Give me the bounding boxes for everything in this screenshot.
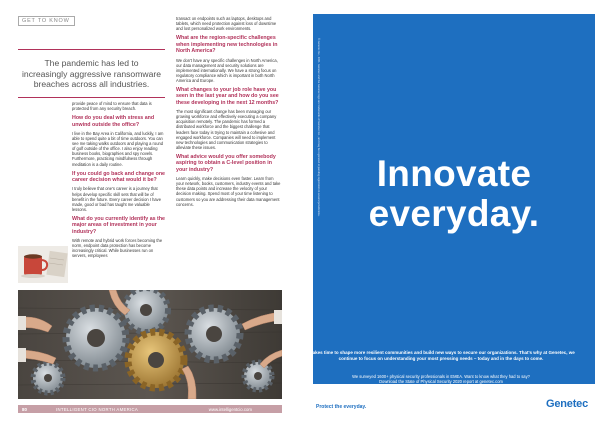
interview-answer: provide peace of mind to ensure that data is protected from any security breach. — [72, 101, 152, 112]
coffee-mug-illustration — [18, 246, 68, 283]
gear-top-center — [124, 290, 168, 332]
pullquote-bottom-rule — [18, 97, 165, 98]
advert-survey-copy — [306, 374, 576, 384]
interview-question: How do you deal with stress and unwind outside the office? — [72, 115, 155, 128]
pullquote — [18, 49, 165, 98]
page-number: 80 — [22, 406, 27, 412]
gear-small-far-right — [244, 362, 272, 390]
interview-question: What changes to your job role have you seen in the last year and how do you see these developing in the next 12 months? — [176, 86, 279, 106]
section-tag: GET TO KNOW — [18, 16, 75, 26]
survey-line-1: We surveyed 1600+ physical security professionals in EMEA. Want to know what they had to say? — [352, 374, 530, 379]
interview-answer: The most significant change has been managing our growing workforce and effectively executing a company acquisition remotely. The pandemic has formed a distributed workforce and the biggest challenge that leaders face today is trying to maintain a cohesive and engaged workforce. Companies will need to implement new technologies and communication strategies to alleviate these issues. — [176, 109, 277, 150]
article-column-right — [176, 16, 281, 211]
gear-right — [188, 308, 240, 360]
left-page-footer — [18, 405, 282, 413]
magazine-url: www.intelligentcio.com — [208, 406, 252, 412]
advert-body-copy: It takes time to shape more resilient communities and build new ways to secure our organizations. That's why at Genetec, we continue to focus on understanding your most pressing needs – today and in the days to come. — [307, 350, 575, 361]
headline-line-2: everyday. — [368, 193, 540, 234]
gear-small-left — [33, 363, 63, 393]
gear-large-left — [66, 308, 126, 368]
headline-line-1: Innovate — [376, 153, 532, 194]
genetec-logo: Genetec — [545, 398, 588, 410]
coffee-mug-photo — [18, 246, 68, 283]
advert-tagline: Protect the everyday. — [316, 404, 367, 410]
interview-question: If you could go back and change one career decision what would it be? — [72, 170, 166, 184]
magazine-name: INTELLIGENT CIO NORTH AMERICA — [56, 406, 139, 412]
pullquote-text: The pandemic has led to increasingly aggressive ransomware breaches across all industries. — [22, 58, 161, 90]
right-page-advert — [300, 0, 600, 424]
gears-illustration — [18, 290, 282, 399]
interview-question: What do you currently identify as the major areas of investment in your industry? — [72, 215, 166, 235]
gear-brass-center — [128, 332, 184, 388]
survey-line-2: Download the State of Physical Security 2020 report at genetec.com — [379, 379, 503, 385]
interview-question: What advice would you offer somebody aspiring to obtain a C-level position in your industry? — [176, 153, 276, 173]
interview-answer: I truly believe that one's career is a journey that helps develop specific skill sets that will be of benefit in the future. Every career decision I have made, good or bad has taught me valuable lessons. — [72, 186, 161, 212]
interview-answer: With remote and hybrid work forces becoming the norm, endpoint data protection has become increasingly critical. While businesses run on servers, employees — [72, 238, 163, 259]
interview-answer: Learn quickly, make decisions even faster. Learn from your network, books, customers, industry events and take these data points and increase the velocity of your decision making. Spend most of your time listening to customers so you are addressing their data management concerns. — [176, 176, 281, 207]
legal-text: © Genetec Inc., 2021. Genetec and the Genetec logo are trademarks of Genetec Inc., and may be registered or pending registration in several jurisdictions. — [317, 38, 320, 217]
article-column-left — [72, 101, 165, 263]
interview-answer: We don't have any specific challenges in North America, our data management and security solutions are implemented internationally. We have a strong focus on regulatory compliance which is important in both North America and Europe. — [176, 57, 278, 83]
advert-footer — [313, 384, 595, 414]
interview-answer: I live in the Bay Area in California, and luckily, I am able to spend quite a bit of time outdoors. You can see me taking walks outdoors and playing a round of golf outside of the office. I also enjoy reading business books, biographies and spy novels. Furthermore, practicing mindfulness through meditation is a daily routine. — [72, 131, 164, 167]
interview-answer: transact on endpoints such as laptops, desktops and tablets, which need protection against loss of downtime and lost personalized work environments. — [176, 16, 277, 32]
gears-teamwork-photo — [18, 290, 282, 399]
advert-headline — [313, 154, 595, 234]
interview-question: What are the region-specific challenges when implementing new technologies in North America? — [176, 35, 278, 55]
advert-blue-panel — [313, 14, 595, 384]
